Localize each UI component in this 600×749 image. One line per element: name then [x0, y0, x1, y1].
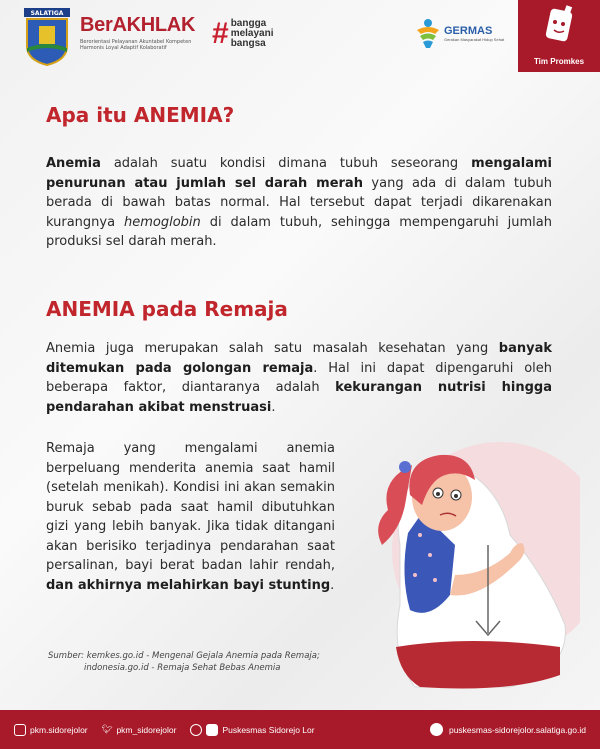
twitter-link[interactable] — [102, 724, 177, 735]
tab-label: Tim Promkes — [533, 57, 585, 66]
term-anemia: Anemia — [46, 156, 101, 171]
city-label: SALATIGA — [30, 10, 64, 17]
instagram-icon — [14, 724, 26, 736]
instagram-handle: pkm.sidorejolor — [30, 724, 88, 735]
germas-title: GERMAS — [444, 25, 493, 37]
youtube-icon — [206, 724, 218, 736]
globe-icon — [430, 723, 443, 736]
source-citation — [48, 650, 348, 674]
tim-promkes-tab — [518, 0, 600, 72]
bangga-line-3: bangsa — [230, 38, 266, 49]
salatiga-emblem-logo — [22, 8, 72, 66]
twitter-icon: 🐦︎ — [101, 724, 113, 734]
bangga-melayani-logo — [212, 14, 322, 54]
emphasis-nutrisi: kekurangan nutrisi hingga pendarahan akibat menstruasi — [46, 380, 552, 415]
source-line-1: Sumber: kemkes.go.id - Mengenal Gejala Anemia pada Remaja; — [48, 651, 320, 661]
paragraph-risiko-hamil: Remaja yang mengalami anemia berpeluang menderita anemia saat hamil (setelah menikah). Kondisi ini akan semakin buruk sebab pada saat hamil dibutuhkan gizi yang lebih banyak. Jika tidak ditangani akan berisiko terjadinya pendarahan saat persalinan, bayi berat badan lahir rendah, dan akhirnya melahirkan bayi stunting. — [46, 441, 335, 593]
anemia-girl-illustration — [360, 425, 580, 700]
youtube-link[interactable] — [190, 724, 314, 736]
emphasis-penurunan: mengalami penurunan atau jumlah sel darah merah — [46, 156, 552, 191]
instagram-link[interactable] — [14, 724, 88, 736]
term-hemoglobin: hemoglobin — [124, 214, 201, 230]
section-title-anemia: Apa itu ANEMIA? — [46, 103, 235, 127]
berakhlak-tagline: Berorientasi Pelayanan Akuntabel Kompeten Harmonis Loyal Adaptif Kolaboratif — [80, 39, 192, 51]
bangga-line-2: melayani — [230, 28, 274, 39]
paragraph-anemia-remaja: Anemia juga merupakan salah satu masalah kesehatan yang banyak ditemukan pada golongan remaja. Hal ini dapat dipengaruhi oleh beberapa faktor, diantaranya adalah kekurangan nutrisi hingga pendarahan akibat menstruasi. — [46, 341, 552, 415]
emphasis-golongan-remaja: banyak ditemukan pada golongan remaja — [46, 341, 552, 376]
hashtag-mark: # — [212, 17, 229, 50]
footer-bar — [0, 710, 600, 749]
twitter-handle: pkm_sidorejolor — [116, 724, 177, 735]
website-url: puskesmas-sidorejolor.salatiga.go.id — [448, 724, 586, 735]
paragraph-anemia-definition: Anemia adalah suatu kondisi dimana tubuh seseorang mengalami penurunan atau jumlah sel darah merah yang ada di dalam tubuh berada di bawah batas normal. Hal tersebut dapat terjadi dikarenakan kurangnya hemoglobin di dalam tubuh, sehingga mempengaruhi jumlah produksi sel darah merah. — [46, 156, 552, 249]
youtube-channel: Puskesmas Sidorejo Lor — [222, 724, 315, 735]
germas-subtitle: Gerakan Masyarakat Hidup Sehat — [444, 37, 505, 42]
promkes-mascot-icon — [518, 0, 600, 56]
emphasis-stunting: dan akhirnya melahirkan bayi stunting — [46, 577, 331, 593]
facebook-icon — [190, 724, 202, 736]
bangga-line-1: bangga — [230, 18, 267, 29]
berakhlak-logo — [80, 14, 210, 51]
section-title-remaja: ANEMIA pada Remaja — [46, 297, 288, 321]
website-link[interactable] — [430, 723, 586, 736]
source-line-2: indonesia.go.id - Remaja Sehat Bebas Anemia — [84, 663, 281, 673]
berakhlak-title: BerAKHLAK — [80, 14, 196, 36]
germas-figure-icon — [415, 18, 441, 50]
germas-logo — [415, 16, 505, 52]
